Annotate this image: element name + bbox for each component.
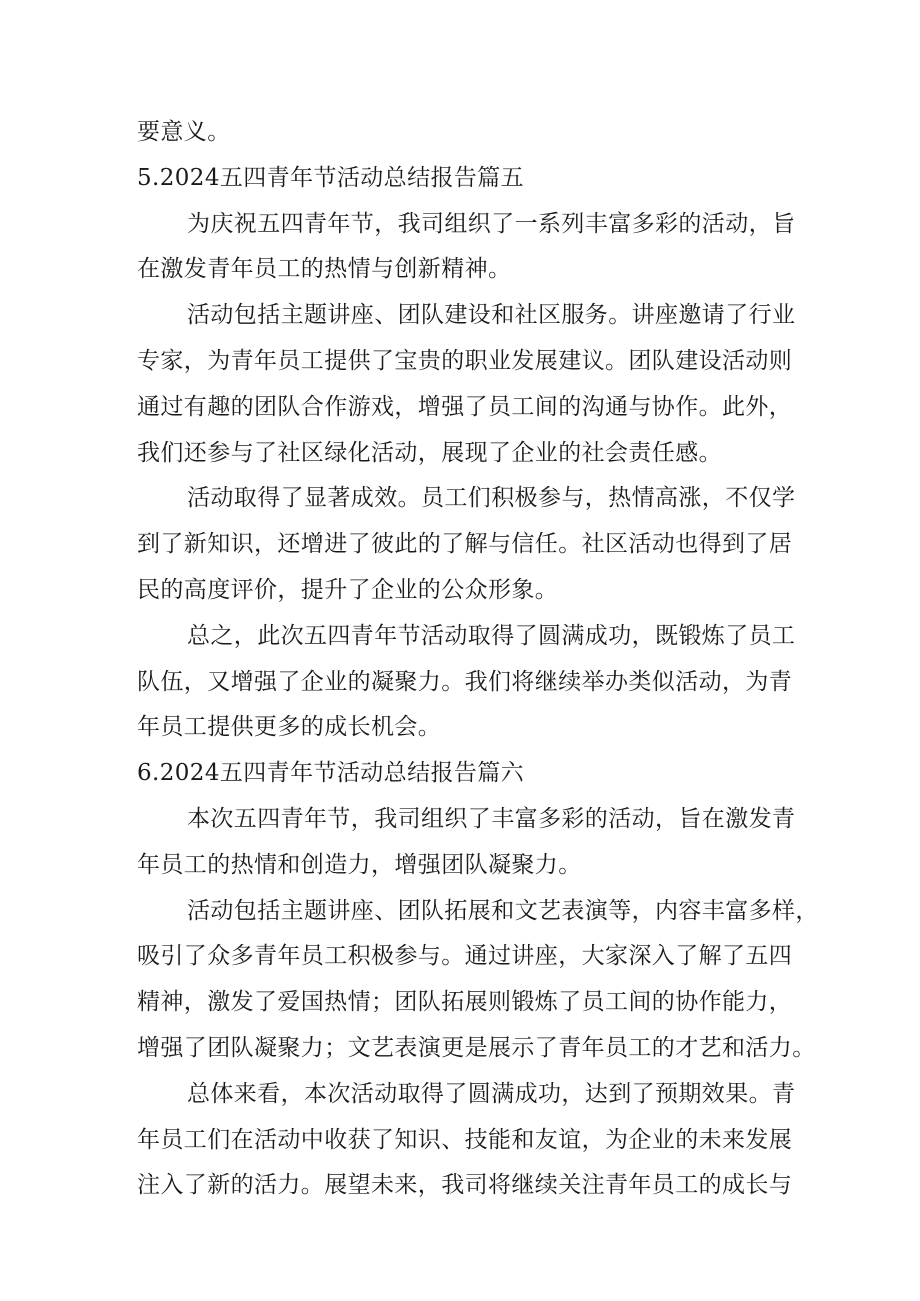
paragraph-line: 为庆祝五四青年节，我司组织了一系列丰富多彩的活动，旨 xyxy=(187,210,796,237)
paragraph-line: 民的高度评价，提升了企业的公众形象。 xyxy=(137,576,559,603)
document-body xyxy=(137,110,819,1209)
paragraph-line: 精神，激发了爱国热情；团队拓展则锻炼了员工间的协作能力， xyxy=(137,989,793,1016)
paragraph-continuation-line: 要意义。 xyxy=(137,119,231,145)
paragraph-line: 活动包括主题讲座、团队拓展和文艺表演等，内容丰富多样， xyxy=(187,897,819,924)
paragraph-line: 增强了团队凝聚力；文艺表演更是展示了青年员工的才艺和活力。 xyxy=(137,1034,816,1061)
paragraph-line: 本次五四青年节，我司组织了丰富多彩的活动，旨在激发青 xyxy=(187,805,796,832)
paragraph-line: 队伍，又增强了企业的凝聚力。我们将继续举办类似活动，为青 xyxy=(137,668,793,695)
section-heading-6: 6.2024五四青年节活动总结报告篇六 xyxy=(137,760,525,787)
paragraph-line: 活动取得了显著成效。员工们积极参与，热情高涨，不仅学 xyxy=(187,485,796,512)
paragraph-line: 总体来看，本次活动取得了圆满成功，达到了预期效果。青 xyxy=(187,1080,796,1107)
paragraph-line: 年员工提供更多的成长机会。 xyxy=(137,714,442,741)
paragraph-line: 年员工的热情和创造力，增强团队凝聚力。 xyxy=(137,851,582,878)
paragraph-line: 年员工们在活动中收获了知识、技能和友谊，为企业的未来发展 xyxy=(137,1126,793,1153)
paragraph-line: 吸引了众多青年员工积极参与。通过讲座，大家深入了解了五四 xyxy=(137,943,793,970)
section-heading-5: 5.2024五四青年节活动总结报告篇五 xyxy=(137,164,525,191)
paragraph-line: 通过有趣的团队合作游戏，增强了员工间的沟通与协作。此外， xyxy=(137,393,793,420)
paragraph-line: 到了新知识，还增进了彼此的了解与信任。社区活动也得到了居 xyxy=(137,531,793,558)
paragraph-line: 专家，为青年员工提供了宝贵的职业发展建议。团队建设活动则 xyxy=(137,347,793,374)
paragraph-line: 我们还参与了社区绿化活动，展现了企业的社会责任感。 xyxy=(137,439,722,466)
paragraph-line: 注入了新的活力。展望未来，我司将继续关注青年员工的成长与 xyxy=(137,1172,793,1199)
paragraph-line: 活动包括主题讲座、团队建设和社区服务。讲座邀请了行业 xyxy=(187,302,796,329)
paragraph-line: 在激发青年员工的热情与创新精神。 xyxy=(137,256,512,283)
paragraph-line: 总之，此次五四青年节活动取得了圆满成功，既锻炼了员工 xyxy=(187,622,796,649)
